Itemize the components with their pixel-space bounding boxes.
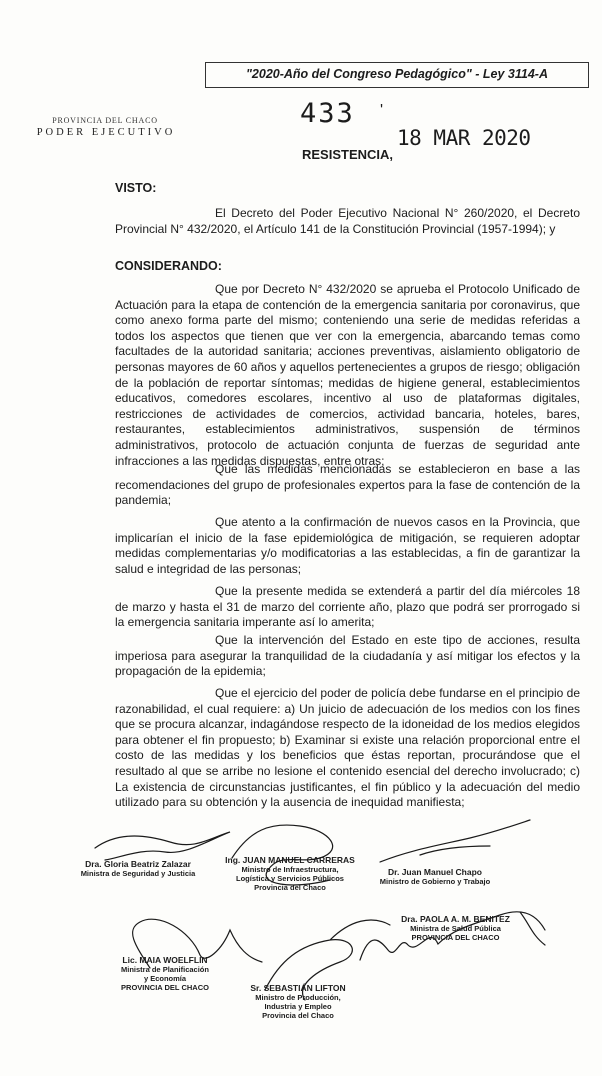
signer-role: Ministro de Infraestructura, bbox=[241, 865, 339, 874]
visto-heading: VISTO: bbox=[115, 181, 157, 195]
paragraph-text: Que atento a la confirmación de nuevos casos en la Provincia, que implicarían el inicio de la fase epidemiológica de mitigación, se requieren adoptar medidas complementarias y/o modificatorias a las establecidas, a fin de garantizar la salud e integridad de las personas; bbox=[115, 515, 580, 576]
signature-scribble-zalazar bbox=[95, 832, 230, 860]
date-stamp: 18 MAR 2020 bbox=[397, 126, 531, 150]
paragraph-text: Que por Decreto N° 432/2020 se aprueba el Protocolo Unificado de Actuación para la etapa de contención de la emergencia sanitaria por coronavirus, que como anexo forma parte del mismo; conteniendo una serie de medidas referidas a todos los aspectos que tienen que ver con la emergencia, abarcando temas como facultades de la autoridad sanitaria; acciones preventivas, aislamiento obligatorio de personas mayores de 60 años y aquellos pertenecientes a grupos de riesgo; obligación de la población de reportar síntomas; medidas de higiene general, establecimientos educativos, comedores escolares, incentivo al uso de plataformas digitales, restricciones de actividades de comercios, actividad bancaria, hoteles, bares, restaurantes, establecimientos administrativos, suspensión de términos administrativos, protocolo de actuación conjunta de fuerzas de seguridad ante infracciones a las medidas dispuestas, entre otras; bbox=[115, 282, 580, 468]
year-motto: "2020-Año del Congreso Pedagógico" - Ley 3114-A bbox=[246, 67, 548, 81]
signature-block-carreras bbox=[225, 856, 355, 892]
paragraph-text: Que el ejercicio del poder de policía debe fundarse en el principio de razonabilidad, el cual requiere: a) Un juicio de adecuación de los medios con los fines que se procura alcanzar, indagándose respecto de la idoneidad de los medios elegidos para obtener el fin propuesto; b) Examinar si existe una relación proporcional entre el costo de las medidas y los beneficios que éstas reportan, procurándose que el resultado al que se arribe no lesione el contenido esencial del derecho involucrado; c) La existencia de circunstancias justificantes, el fin público y la adecuación del medio utilizado para su obtención y la ausencia de inequidad manifiesta; bbox=[115, 686, 580, 810]
signer-name: Sr. SEBASTIÁN LIFTON bbox=[250, 983, 346, 993]
signature-block-woelflin bbox=[105, 956, 225, 992]
letterhead-province: PROVINCIA DEL CHACO bbox=[52, 116, 158, 125]
signer-role: Ministra de Planificación bbox=[121, 965, 209, 974]
signer-role: y Economía bbox=[143, 974, 187, 983]
signature-block-benitez bbox=[393, 915, 518, 942]
decree-number: 433 bbox=[300, 98, 355, 129]
letterhead-office: PODER EJECUTIVO bbox=[36, 127, 176, 138]
signer-role: Ministro de Producción, bbox=[255, 993, 341, 1002]
signer-name: Ing. JUAN MANUEL CARRERAS bbox=[225, 855, 355, 865]
signer-province: PROVINCIA DEL CHACO bbox=[411, 933, 500, 942]
city-label: RESISTENCIA, bbox=[302, 147, 394, 162]
signer-province: PROVINCIA DEL CHACO bbox=[121, 983, 209, 992]
signature-block-lifton bbox=[238, 984, 358, 1020]
signature-scribble-chapo bbox=[380, 820, 530, 862]
signer-province: Provincia del Chaco bbox=[254, 883, 326, 892]
signature-block-chapo bbox=[370, 868, 500, 886]
signature-block-zalazar bbox=[78, 860, 198, 878]
signer-name: Lic. MAIA WOELFLIN bbox=[122, 955, 208, 965]
signer-province: Provincia del Chaco bbox=[262, 1011, 334, 1020]
signer-role: Ministra de Seguridad y Justicia bbox=[80, 869, 196, 878]
paragraph-text: Que la presente medida se extenderá a partir del día miércoles 18 de marzo y hasta el 31 de marzo del corriente año, plazo que podrá ser prorrogado si la emergencia sanitaria imperante así lo amerita; bbox=[115, 584, 580, 630]
signer-role: Logística y Servicios Públicos bbox=[236, 874, 344, 883]
signer-role: Ministro de Gobierno y Trabajo bbox=[379, 877, 491, 886]
paragraph-text: Que las medidas mencionadas se establecieron en base a las recomendaciones del grupo de profesionales expertos para la fase de contención de la pandemia; bbox=[115, 462, 580, 508]
signer-role: Ministra de Salud Pública bbox=[410, 924, 501, 933]
decree-number-mark: ' bbox=[380, 102, 384, 119]
signer-name: Dr. Juan Manuel Chapo bbox=[388, 867, 482, 877]
signer-role: Industria y Empleo bbox=[264, 1002, 332, 1011]
signer-name: Dra. Gloria Beatriz Zalazar bbox=[85, 859, 191, 869]
signer-name: Dra. PAOLA A. M. BENITEZ bbox=[401, 914, 510, 924]
considerando-heading: CONSIDERANDO: bbox=[115, 259, 222, 273]
visto-paragraph: El Decreto del Poder Ejecutivo Nacional N° 260/2020, el Decreto Provincial N° 432/2020, el Artículo 141 de la Constitución Provincial (1957-1994); y bbox=[115, 206, 580, 236]
paragraph-text: Que la intervención del Estado en este tipo de acciones, resulta imperiosa para asegurar la tranquilidad de la ciudadanía y así mitigar los efectos y la propagación de la epidemia; bbox=[115, 633, 580, 679]
